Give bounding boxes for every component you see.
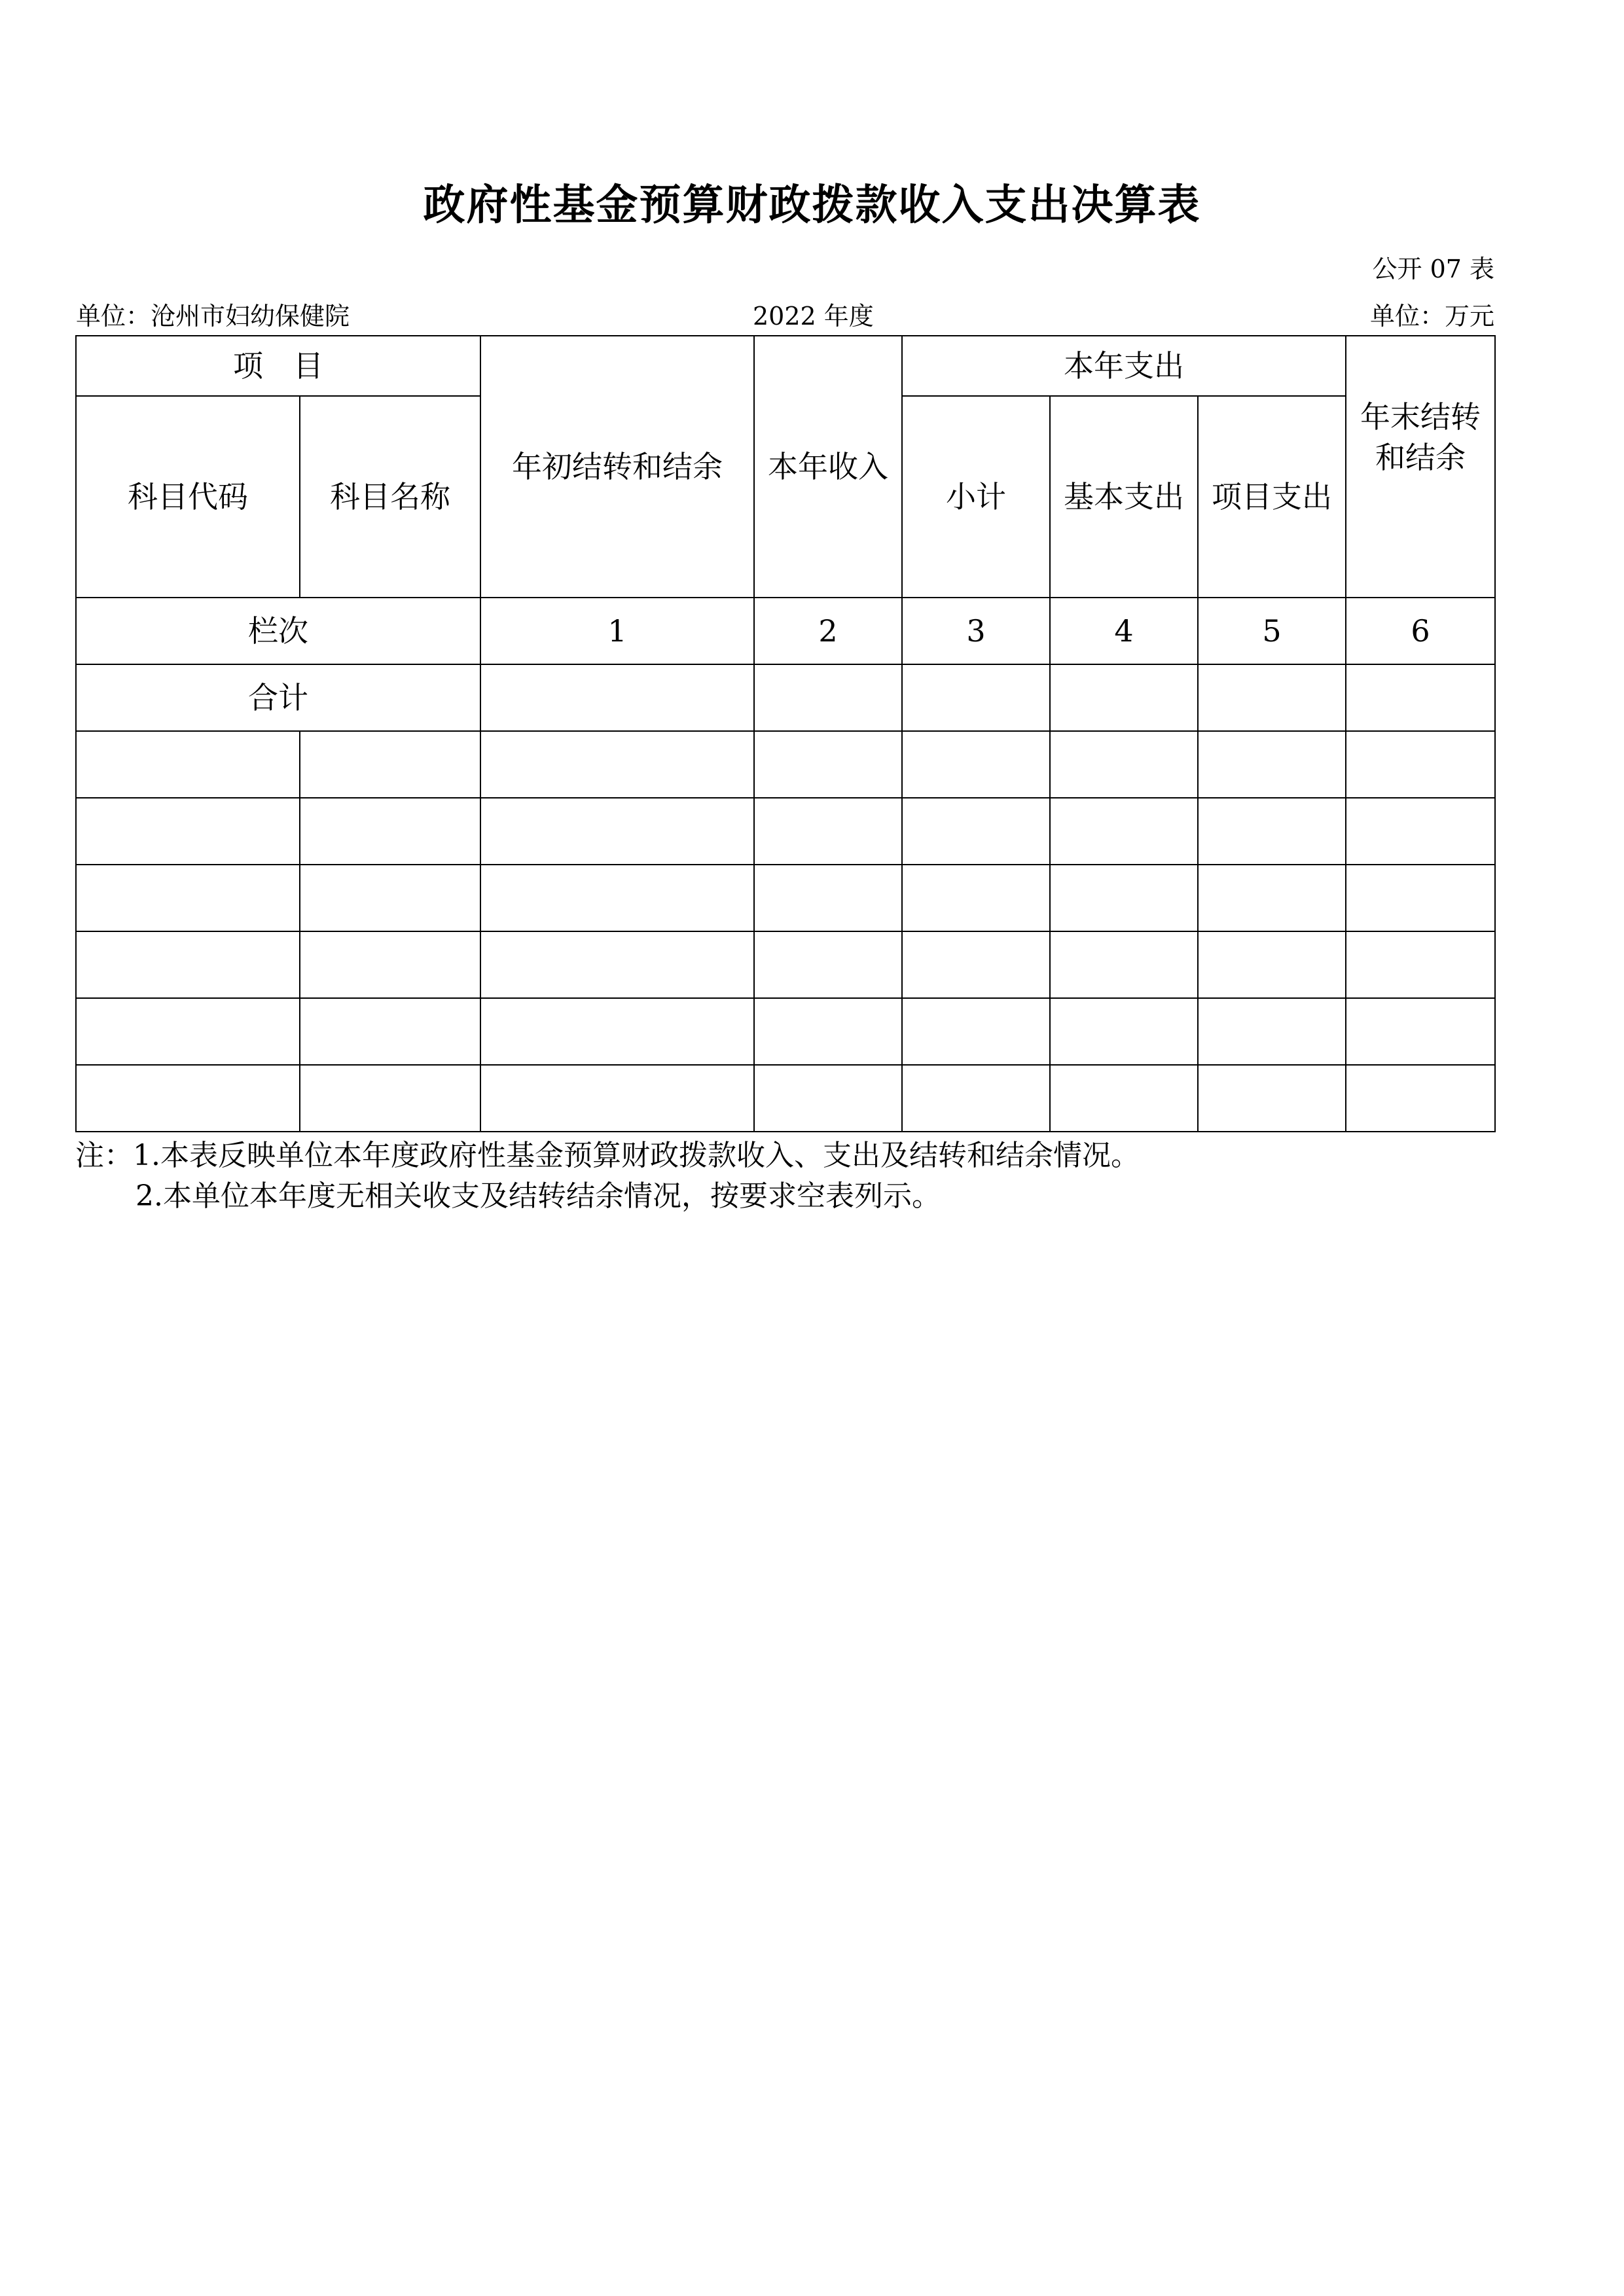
table-cell xyxy=(300,998,480,1065)
header-code: 科目代码 xyxy=(76,396,300,598)
column-number: 6 xyxy=(1346,598,1495,664)
note-2: 2.本单位本年度无相关收支及结转结余情况，按要求空表列示。 xyxy=(135,1179,941,1213)
total-row xyxy=(76,664,1495,731)
table-cell xyxy=(480,1065,754,1132)
column-number: 4 xyxy=(1050,598,1198,664)
table-cell xyxy=(754,998,902,1065)
table-cell xyxy=(902,931,1050,998)
notes xyxy=(75,1136,1140,1217)
table-cell xyxy=(1346,865,1495,931)
money-unit: 单位：万元 xyxy=(1369,302,1494,331)
table-cell xyxy=(902,798,1050,865)
header-name: 科目名称 xyxy=(300,396,480,598)
form-number: 公开 07 表 xyxy=(1372,255,1494,283)
header-income: 本年收入 xyxy=(754,336,902,598)
page-title: 政府性基金预算财政拨款收入支出决算表 xyxy=(423,181,1201,230)
table-cell xyxy=(480,798,754,865)
column-number: 3 xyxy=(902,598,1050,664)
table-cell xyxy=(902,731,1050,798)
table-cell xyxy=(300,798,480,865)
table-cell xyxy=(1050,998,1198,1065)
table-cell xyxy=(76,865,300,931)
table-cell xyxy=(1050,664,1198,731)
column-number: 5 xyxy=(1198,598,1346,664)
table-row xyxy=(76,1065,1495,1132)
table-cell xyxy=(1346,731,1495,798)
table-cell xyxy=(300,931,480,998)
header-item: 项 目 xyxy=(76,336,480,396)
table-cell xyxy=(1198,731,1346,798)
table-cell xyxy=(1050,931,1198,998)
column-number: 1 xyxy=(480,598,754,664)
table-cell xyxy=(300,1065,480,1132)
table-cell xyxy=(76,731,300,798)
table-cell xyxy=(1346,798,1495,865)
column-row-label: 栏次 xyxy=(76,598,480,664)
table-cell xyxy=(754,865,902,931)
table-cell xyxy=(1050,865,1198,931)
table-cell xyxy=(902,865,1050,931)
header-expense: 本年支出 xyxy=(902,336,1346,396)
table-cell xyxy=(754,731,902,798)
table-row xyxy=(76,731,1495,798)
table-cell xyxy=(480,998,754,1065)
table-cell xyxy=(1198,865,1346,931)
fiscal-year: 2022 年度 xyxy=(753,302,874,331)
note-1: 注：1.本表反映单位本年度政府性基金预算财政拨款收入、支出及结转和结余情况。 xyxy=(75,1139,1140,1172)
table-cell xyxy=(1198,1065,1346,1132)
table-cell xyxy=(1198,664,1346,731)
table-cell xyxy=(902,998,1050,1065)
table-row xyxy=(76,798,1495,865)
table-cell xyxy=(1198,798,1346,865)
table-cell xyxy=(1050,1065,1198,1132)
table-cell xyxy=(76,931,300,998)
table-cell xyxy=(300,865,480,931)
table-cell xyxy=(754,1065,902,1132)
table-cell xyxy=(76,1065,300,1132)
table-cell xyxy=(902,1065,1050,1132)
table-cell xyxy=(902,664,1050,731)
header-project-expense: 项目支出 xyxy=(1198,396,1346,598)
column-number-row xyxy=(76,598,1495,664)
table-cell xyxy=(480,931,754,998)
table-cell xyxy=(1346,931,1495,998)
table-cell xyxy=(1050,731,1198,798)
table-row xyxy=(76,931,1495,998)
table-cell xyxy=(1198,998,1346,1065)
table-cell xyxy=(300,731,480,798)
table-cell xyxy=(76,798,300,865)
unit-label: 单位：沧州市妇幼保健院 xyxy=(76,302,350,331)
column-number: 2 xyxy=(754,598,902,664)
header-end-balance: 年末结转和结余 xyxy=(1346,336,1495,598)
total-row-label: 合计 xyxy=(76,664,480,731)
table-cell xyxy=(76,998,300,1065)
table-row xyxy=(76,998,1495,1065)
header-subtotal: 小计 xyxy=(902,396,1050,598)
table-cell xyxy=(754,931,902,998)
table-cell xyxy=(1346,1065,1495,1132)
budget-table xyxy=(75,335,1496,1132)
table-cell xyxy=(1346,998,1495,1065)
table-cell xyxy=(754,798,902,865)
empty-rows xyxy=(76,731,1495,1132)
table-cell xyxy=(1050,798,1198,865)
table-cell xyxy=(754,664,902,731)
table-cell xyxy=(1346,664,1495,731)
table-cell xyxy=(480,731,754,798)
header-begin-balance: 年初结转和结余 xyxy=(480,336,754,598)
table-cell xyxy=(480,664,754,731)
table-cell xyxy=(480,865,754,931)
header-basic-expense: 基本支出 xyxy=(1050,396,1198,598)
table-row xyxy=(76,865,1495,931)
table-cell xyxy=(1198,931,1346,998)
